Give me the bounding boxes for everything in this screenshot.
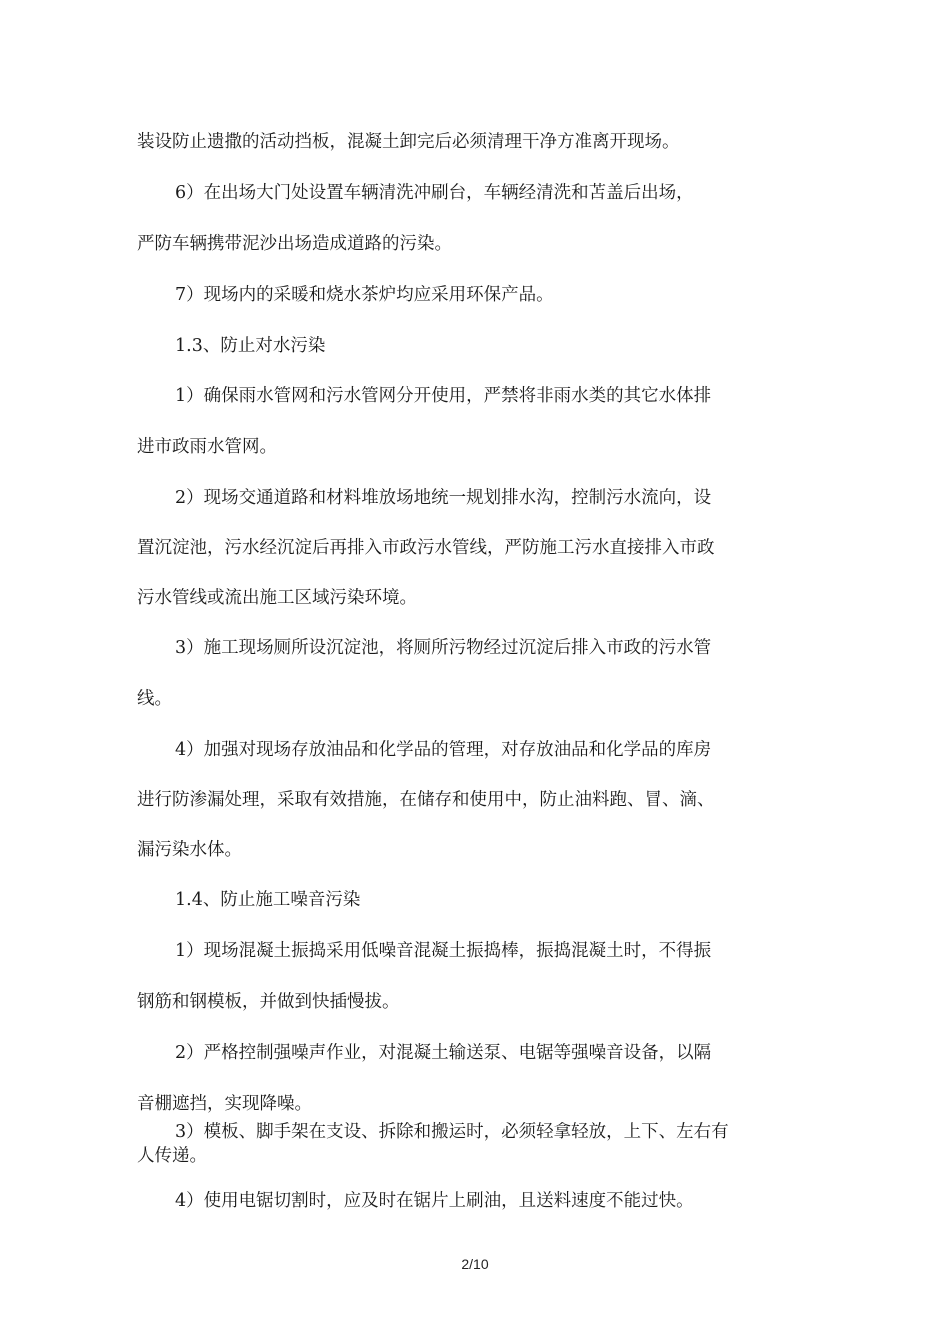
text-line: 音棚遮挡，实现降噪。 — [137, 1094, 312, 1114]
text-line: 漏污染水体。 — [137, 840, 242, 860]
text-line: 6）在出场大门处设置车辆清洗冲刷台，车辆经清洗和苫盖后出场， — [175, 183, 694, 203]
text-line: 4）使用电锯切割时，应及时在锯片上刷油，且送料速度不能过快。 — [175, 1191, 694, 1211]
text-line: 3）施工现场厕所设沉淀池，将厕所污物经过沉淀后排入市政的污水管 — [175, 638, 712, 658]
text-line: 进市政雨水管网。 — [137, 437, 277, 457]
text-line: 钢筋和钢模板，并做到快插慢拔。 — [137, 992, 400, 1012]
text-line: 1）现场混凝土振捣采用低噪音混凝土振捣棒，振捣混凝土时，不得振 — [175, 941, 712, 961]
section-heading: 1.4、防止施工噪音污染 — [175, 890, 361, 910]
section-heading: 1.3、防止对水污染 — [175, 336, 326, 356]
text-line: 污水管线或流出施工区域污染环境。 — [137, 588, 417, 608]
text-line: 置沉淀池，污水经沉淀后再排入市政污水管线，严防施工污水直接排入市政 — [137, 538, 715, 558]
text-line: 严防车辆携带泥沙出场造成道路的污染。 — [137, 234, 452, 254]
text-line: 线。 — [137, 689, 172, 709]
text-line: 3）模板、脚手架在支设、拆除和搬运时，必须轻拿轻放，上下、左右有 — [175, 1122, 729, 1142]
text-line: 进行防渗漏处理，采取有效措施，在储存和使用中，防止油料跑、冒、滴、 — [137, 790, 715, 810]
text-line: 2）严格控制强噪声作业，对混凝土输送泵、电锯等强噪音设备，以隔 — [175, 1043, 712, 1063]
text-line: 1）确保雨水管网和污水管网分开使用，严禁将非雨水类的其它水体排 — [175, 386, 712, 406]
text-line: 7）现场内的采暖和烧水茶炉均应采用环保产品。 — [175, 285, 554, 305]
text-line: 2）现场交通道路和材料堆放场地统一规划排水沟，控制污水流向，设 — [175, 488, 712, 508]
text-line: 装设防止遗撒的活动挡板，混凝土卸完后必须清理干净方准离开现场。 — [137, 132, 680, 152]
text-line: 人传递。 — [137, 1146, 207, 1166]
page-number: 2/10 — [461, 1256, 489, 1272]
text-line: 4）加强对现场存放油品和化学品的管理，对存放油品和化学品的库房 — [175, 740, 712, 760]
